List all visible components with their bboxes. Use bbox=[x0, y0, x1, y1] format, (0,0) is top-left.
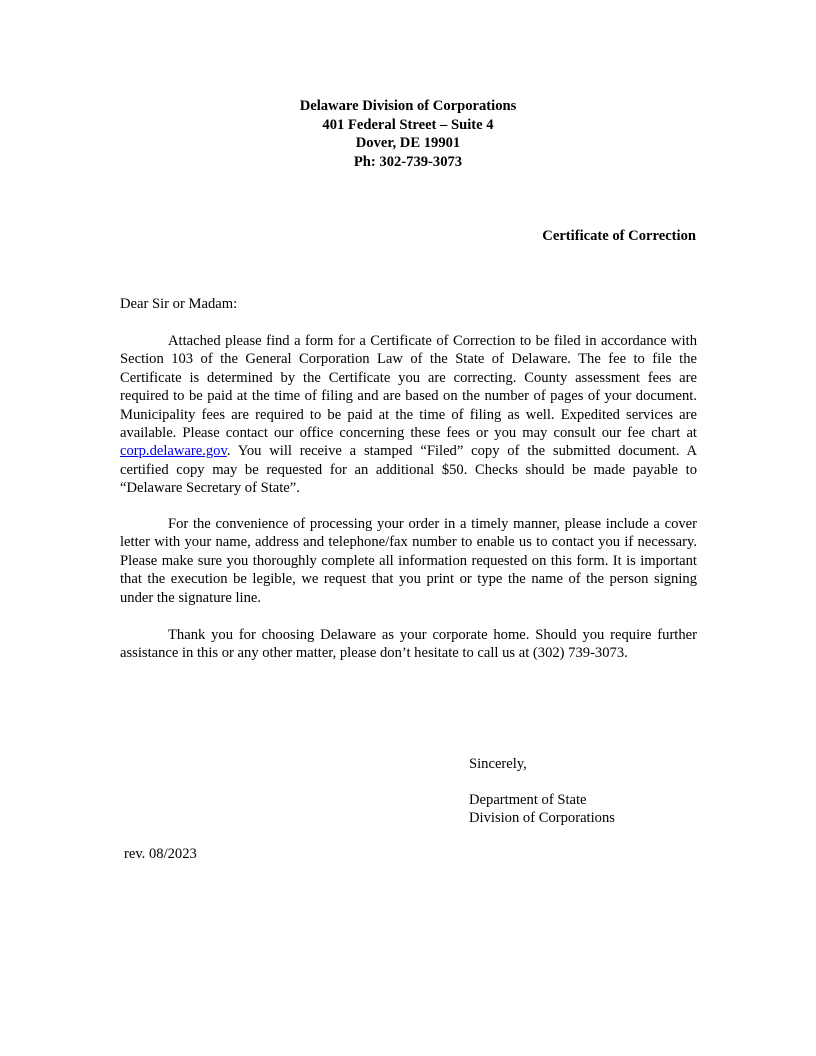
signature-block bbox=[469, 755, 615, 828]
letterhead-city: Dover, DE 19901 bbox=[355, 135, 461, 151]
closing-department: Department of State bbox=[469, 792, 587, 809]
closing-division: Division of Corporations bbox=[469, 810, 615, 827]
letterhead bbox=[0, 97, 816, 171]
paragraph-processing-text: For the convenience of processing your order in a timely manner, please include a cover letter with your name, address and telephone/fax number to enable us to contact you if necessary. Please make sure you thoroughly complete all information requested on this form. It is important that the execution be legible, we request that you print or type the name of the person signing under the signature line. bbox=[120, 516, 697, 606]
paragraph-instructions-text-b: . You will receive a stamped “Filed” copy of the submitted document. A certified copy may be requested for an additional $50. Checks should be made payable to “Delaware Secretary of State”. bbox=[120, 443, 697, 497]
letterhead-org-name: Delaware Division of Corporations bbox=[299, 98, 517, 114]
paragraph-instructions-text-a: Attached please find a form for a Certificate of Correction to be filed in accordance with Section 103 of the General Corporation Law of the State of Delaware. The fee to file the Certificate is determined by the Certificate you are correcting. County assessment fees are required to be paid at the time of filing and are based on the number of pages of your document. Municipality fees are required to be paid at the time of filing as well. Expedited services are available. Please contact our office concerning these fees or you may consult our fee chart at bbox=[120, 333, 697, 442]
closing-sincerely: Sincerely, bbox=[469, 756, 527, 772]
paragraph-thanks-text: Thank you for choosing Delaware as your corporate home. Should you require further assistance in this or any other matter, please don’t hesitate to call us at (302) 739-3073. bbox=[120, 627, 697, 662]
letterhead-phone: Ph: 302-739-3073 bbox=[353, 153, 463, 170]
paragraph-thanks bbox=[120, 626, 697, 663]
paragraph-processing bbox=[120, 515, 697, 607]
revision-date: rev. 08/2023 bbox=[124, 846, 197, 862]
letterhead-street: 401 Federal Street – Suite 4 bbox=[322, 116, 494, 133]
document-title: Certificate of Correction bbox=[542, 228, 696, 244]
paragraph-instructions bbox=[120, 332, 697, 498]
salutation: Dear Sir or Madam: bbox=[120, 296, 238, 312]
fee-chart-link[interactable]: corp.delaware.gov bbox=[120, 443, 227, 460]
